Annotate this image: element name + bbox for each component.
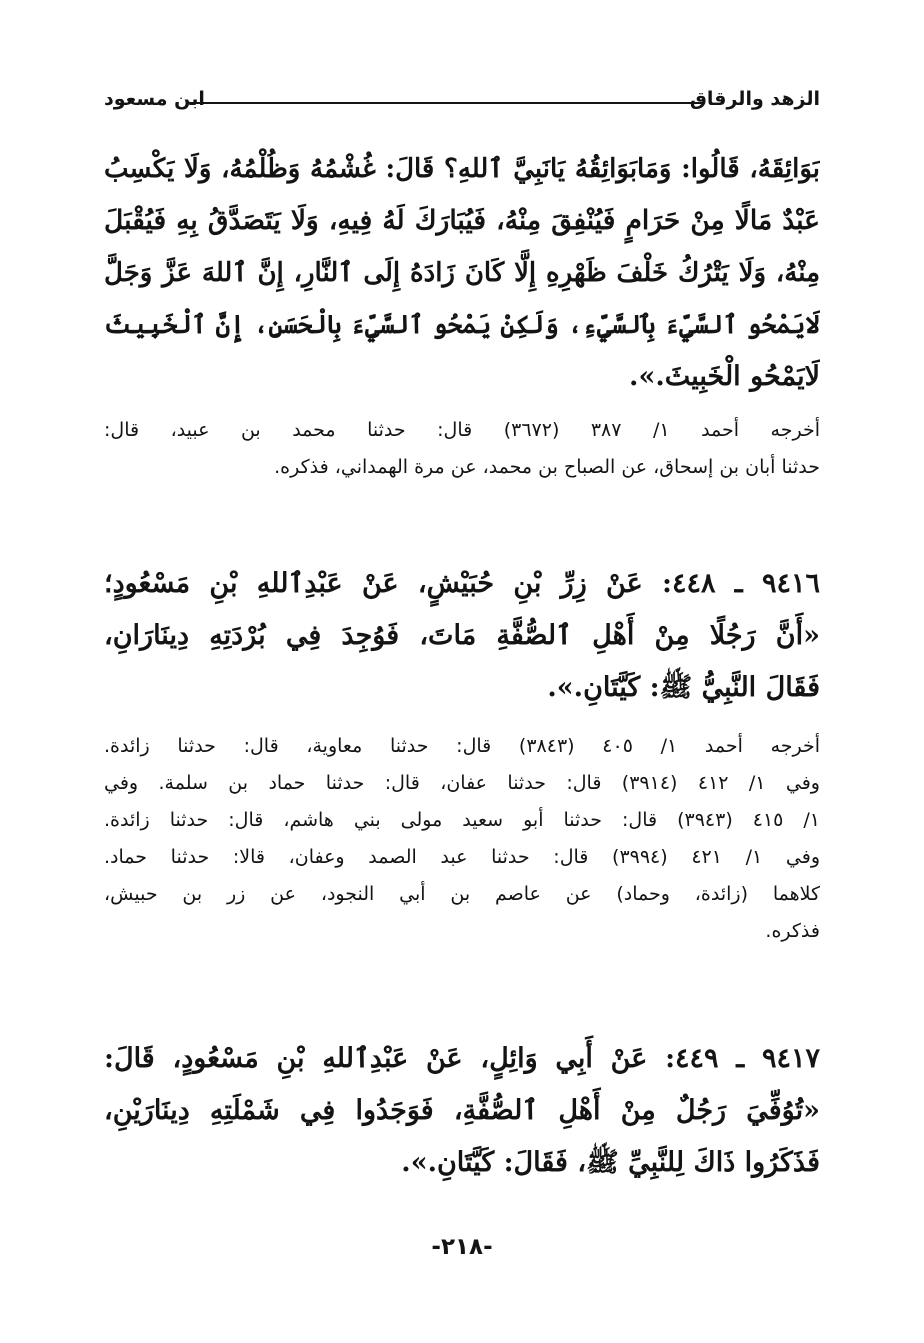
hadith-9416 [104, 558, 820, 714]
running-header [104, 86, 820, 118]
text-line: «أَنَّ رَجُلًا مِنْ أَهْلِ ٱلصُّفَّةِ مَاتَ، فَوُجِدَ فِي بُرْدَتِهِ دِينَارَانِ، [104, 620, 820, 651]
text-line: «تُوُفِّيَ رَجُلٌ مِنْ أَهْلِ ٱلصُّفَّةِ، فَوَجَدُوا فِي شَمْلَتِهِ دِينَارَيْنِ، [104, 1095, 820, 1126]
page-number: -٢١٨- [431, 1234, 493, 1260]
takhrij-note-2 [104, 728, 820, 950]
note-line: وفي ١/ ٤٢١ (٣٩٩٤) قال: حدثنا عبد الصمد وعفان، قالا: حدثنا حماد. [104, 846, 820, 868]
text-line: بَوَائِقَهُ، قَالُوا: وَمَابَوَائِقُهُ يَانَبِيَّ ٱللهِ؟ قَالَ: غُشْمُهُ وَظُلْمُهُ، وَلَا يَكْسِبُ [104, 154, 820, 184]
book-title: الزهد والرقاق [689, 88, 820, 110]
note-line: أخرجه أحمد ١/ ٣٨٧ (٣٦٧٢) قال: حدثنا محمد بن عبيد، قال: [104, 419, 820, 441]
note-line: أخرجه أحمد ١/ ٤٠٥ (٣٨٤٣) قال: حدثنا معاوية، قال: حدثنا زائدة. [104, 735, 820, 757]
hadith-continued [104, 143, 820, 403]
text-line: عَبْدٌ مَالًا مِنْ حَرَامٍ فَيُنْفِقَ مِنْهُ، فَيُبَارَكَ لَهُ فِيهِ، وَلَا يَتَصَدَّقُ بِهِ فَيُقْبَلَ [104, 205, 820, 236]
note-line: فذكره. [765, 920, 820, 942]
text-line: مِنْهُ، وَلَا يَتْرُكُ خَلْفَ ظَهْرِهِ إِلَّا كَانَ زَادَهُ إِلَى ٱلنَّارِ، إِنَّ ٱللهَ عَزَّ وَجَلَّ [104, 258, 820, 288]
hadith-9417 [104, 1033, 820, 1189]
takhrij-note-1 [104, 412, 820, 486]
header-rule [188, 102, 704, 104]
text-line: لَايَمْحُو الْخَبِيثَ.». [629, 361, 820, 392]
text-line: فَذَكَرُوا ذَاكَ لِلنَّبِيِّ ﷺ، فَقَالَ: كَيَّتَانِ.». [401, 1147, 820, 1178]
text-line: لَايَمْحُو ٱلسَّيِّءَ بِٱلسَّيِّءِ، وَلَكِنْ يَمْحُو ٱلسَّيِّءَ بِالْحَسَنِ، إِنَّ ٱلْخَبِيثَ [104, 310, 820, 339]
author-name: ابن مسعود [104, 88, 205, 110]
note-line: حدثنا أبان بن إسحاق، عن الصباح بن محمد، عن مرة الهمداني، فذكره. [274, 456, 820, 478]
text-line: فَقَالَ النَّبِيُّ ﷺ: كَيَّتَانِ.». [547, 672, 820, 703]
note-line: وفي ١/ ٤١٢ (٣٩١٤) قال: حدثنا عفان، قال: حدثنا حماد بن سلمة. وفي [104, 772, 820, 794]
hadith-heading: ٩٤١٦ ـ ٤٤٨: عَنْ زِرِّ بْنِ حُبَيْشٍ، عَنْ عَبْدِٱللهِ بْنِ مَسْعُودٍ؛ [104, 568, 820, 599]
note-line: كلاهما (زائدة، وحماد) عن عاصم بن أبي النجود، عن زر بن حبيش، [104, 883, 820, 905]
hadith-heading: ٩٤١٧ ـ ٤٤٩: عَنْ أَبِي وَائِلٍ، عَنْ عَبْدِٱللهِ بْنِ مَسْعُودٍ، قَالَ: [104, 1043, 820, 1074]
note-line: ١/ ٤١٥ (٣٩٤٣) قال: حدثنا أبو سعيد مولى بني هاشم، قال: حدثنا زائدة. [104, 809, 820, 831]
